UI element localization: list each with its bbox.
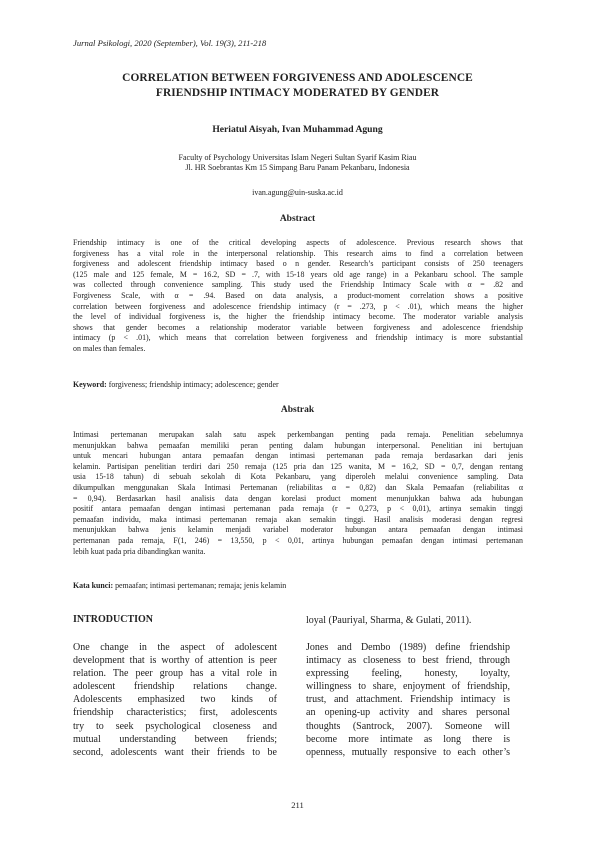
introduction-right-column xyxy=(306,641,510,759)
text-line: correlation between forgiveness and adolescence friendship intimacy (r = .273, p < .01), which means the higher xyxy=(73,301,523,311)
text-line: trust, and attachment. Friendship intimacy is xyxy=(306,694,510,706)
page-number: 211 xyxy=(291,800,304,810)
text-line: kelamin. Partisipan penelitian terdiri dari 250 remaja (125 pria dan 125 wanita, M = 16,2, SD = 0,7, dengan rentang xyxy=(73,461,523,471)
text-line: pemaafan individu, maka intimasi pertemanan remaja akan semakin tinggi. Hasil analisis moderasi dengan regresi xyxy=(73,514,523,524)
introduction-heading: INTRODUCTION xyxy=(73,614,154,625)
text-line: Jones and Dembo (1989) define friendship xyxy=(306,642,510,653)
text-line: intimacy as closeness to best friend, through xyxy=(306,655,510,667)
text-line: development that is worthy of attention is peer xyxy=(73,655,277,667)
text-line: second, adolescents want their friends to be xyxy=(73,746,277,758)
text-line: shows that gender becomes a relationship moderator variable between forgiveness and adolescence friendship xyxy=(73,322,523,332)
abstract-heading: Abstract xyxy=(279,214,316,224)
text-line: dikumpulkan menggunakan Skala Intimasi Pertemanan (reliabilitas α = 0,82) dan Skala Pemaafan (reliabilitas α xyxy=(73,482,523,492)
text-line: willingness to share, enjoyment of friendship, xyxy=(306,681,510,693)
journal-details: 2020 (September), Vol. 19(3), 211-218 xyxy=(132,38,267,48)
text-line: thoughts (Santrock, 2007). Someone will xyxy=(306,720,510,732)
text-line: menunjukkan bahwa pemaafan memiliki peran penting dalam hubungan interpersonal. Penelitian ini bertujuan xyxy=(73,440,523,450)
text-line: an opening-up activity and shares personal xyxy=(306,707,510,719)
introduction-right-first-line: loyal (Pauriyal, Sharma, & Gulati, 2011). xyxy=(306,615,472,626)
introduction-left-column xyxy=(73,641,277,759)
affiliation-line: Jl. HR Soebrantas Km 15 Simpang Baru Panam Pekanbaru, Indonesia xyxy=(185,163,410,172)
keyword-label: Keyword: xyxy=(73,380,107,389)
text-line: Friendship intimacy is one of the critical developing aspects of adolescence. Previous research shows that xyxy=(73,238,523,247)
journal-citation xyxy=(73,38,266,48)
text-line: the level of individual forgiveness is, the higher the friendship intimacy become. The moderator variable analysis xyxy=(73,312,523,322)
text-line: Intimasi pertemanan merupakan salah satu aspek perkembangan penting pada remaja. Penelitian sebelumnya xyxy=(73,430,523,439)
text-line: forgiveness has a vital role in the interpersonal relationship. This research aims to find a correlation between xyxy=(73,248,523,258)
text-line: relation. The peer group has a vital role in xyxy=(73,668,277,680)
text-line: usia 15-18 tahun) di sebuah sekolah di Kota Pekanbaru, yang diperoleh melalui convenience sampling. Data xyxy=(73,472,523,482)
paper-title xyxy=(60,71,535,101)
text-line: (125 male and 125 female, M = 16.2, SD = .7, with 15-18 years old age range) in a Pekanbaru school. The sample xyxy=(73,269,523,279)
title-line: CORRELATION BETWEEN FORGIVENESS AND ADOLESCENCE xyxy=(122,72,473,84)
text-line: pertemanan pada remaja, F(1, 246) = 13,550, p < 0,01, artinya hubungan pemaafan dengan intimasi pertemanan xyxy=(73,535,523,545)
journal-name: Jurnal Psikologi, xyxy=(73,38,133,48)
text-line: was collected through convenience sampling. This study used the Friendship Intimacy Scale with α = .82 and xyxy=(73,280,523,290)
abstract-body xyxy=(73,238,523,355)
text-line: = 0,94). Berdasarkan hasil analisis data dengan korelasi product moment menunjukkan bahwa ada hubungan xyxy=(73,493,523,503)
text-line: mutual understanding between friends; xyxy=(73,733,277,745)
text-line: untuk mencari hubungan antara pemaafan dengan intimasi pertemanan pada remaja berdasarkan dari jenis xyxy=(73,451,523,461)
text-line: intimacy (p < .01), which means that correlation between forgiveness and friendship intimacy is more substantial xyxy=(73,333,523,343)
text-line: try to seek psychological closeness and xyxy=(73,720,277,732)
text-line: One change in the aspect of adolescent xyxy=(73,642,277,653)
author-email: ivan.agung@uin-suska.ac.id xyxy=(252,188,343,197)
text-line: menunjukkan bahwa jenis kelamin menjadi variabel moderator hubungan antara pemaafan dengan intimasi xyxy=(73,525,523,535)
abstrak-body xyxy=(73,430,523,557)
text-line: become more intimate as long there is xyxy=(306,733,510,745)
author-list: Heriatul Aisyah, Ivan Muhammad Agung xyxy=(212,124,383,135)
text-line: lebih kuat pada pria dibandingkan wanita. xyxy=(73,546,206,556)
text-line: adolescent friendship relations change. xyxy=(73,681,277,693)
text-line: openness, mutually responsive to each other’s xyxy=(306,746,510,758)
kata-kunci-label: Kata kunci: xyxy=(73,581,114,590)
text-line: on males than females. xyxy=(73,343,146,353)
text-line: Adolescents emphasized two kinds of xyxy=(73,694,277,706)
abstract-keywords xyxy=(73,380,523,391)
text-line: forgiveness and adolescent friendship intimacy based o n gender. Research’s participant consists of 250 teenagers xyxy=(73,259,523,269)
keyword-list: forgiveness; friendship intimacy; adolescence; gender xyxy=(106,380,279,389)
affiliation-line: Faculty of Psychology Universitas Islam Negeri Sultan Syarif Kasim Riau xyxy=(178,153,417,162)
abstrak-keywords xyxy=(73,581,523,592)
abstrak-heading: Abstrak xyxy=(280,405,315,415)
text-line: positif antara pemaafan dengan intimasi pertemanan pada remaja (r = 0,273, p < 0,01), artinya semakin tinggi xyxy=(73,504,523,514)
kata-kunci-list: pemaafan; intimasi pertemanan; remaja; jenis kelamin xyxy=(113,581,287,590)
text-line: friendship characteristics; first, adolescents xyxy=(73,707,277,719)
title-line: FRIENDSHIP INTIMACY MODERATED BY GENDER xyxy=(155,87,440,99)
affiliation xyxy=(0,153,595,173)
text-line: expressing feeling, honesty, loyalty, xyxy=(306,668,510,680)
text-line: Forgiveness Scale, with α = .94. Based on data analysis, a product-moment correlation shows a positive xyxy=(73,290,523,300)
